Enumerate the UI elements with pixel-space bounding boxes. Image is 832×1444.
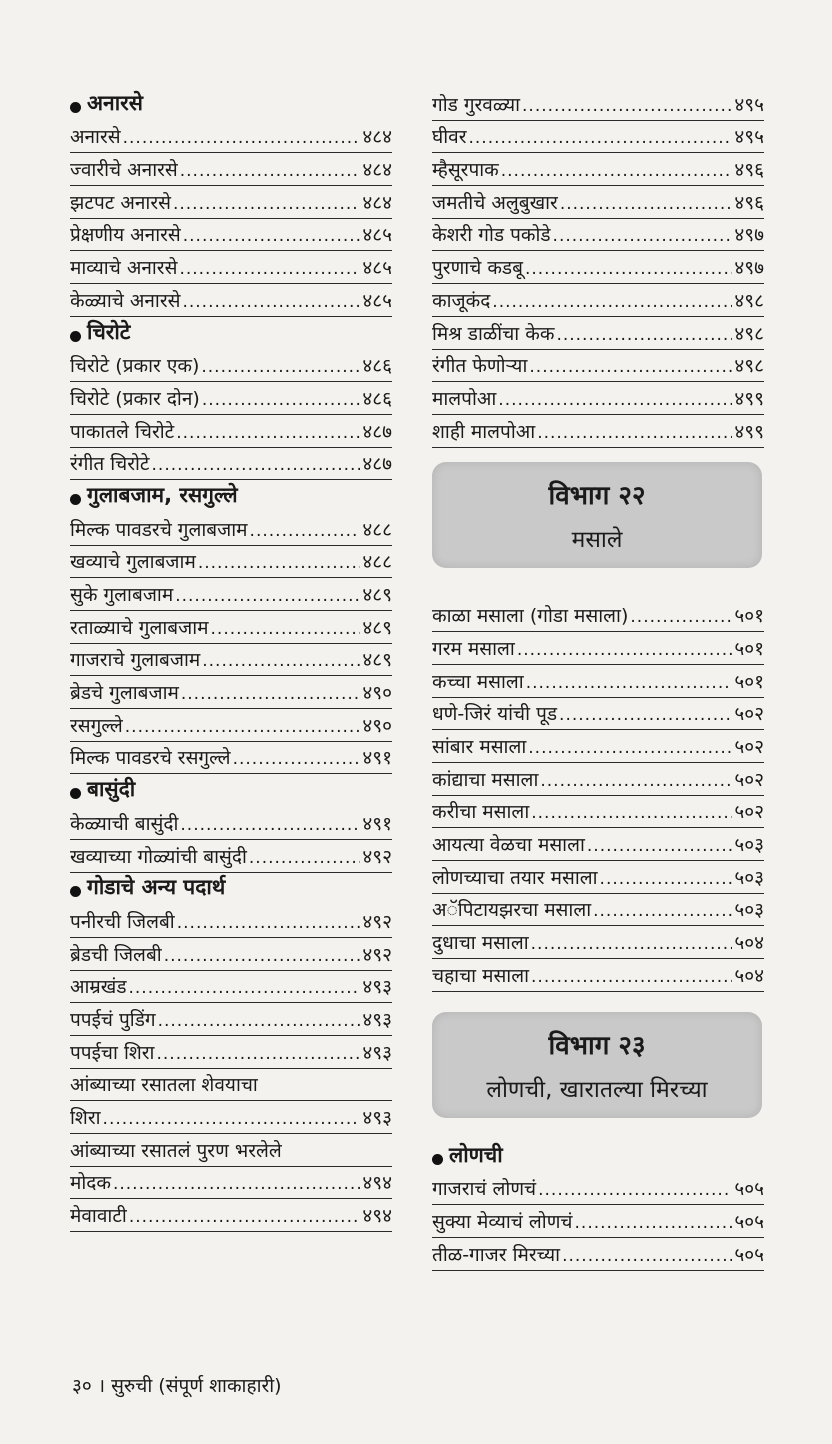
entry-page-number: ५०३ [734,899,764,922]
footer-separator: । [97,1375,106,1397]
dot-leader [528,740,732,757]
dot-leader [179,261,360,278]
toc-entry [70,415,392,448]
heading-text: गोडाचे अन्य पदार्थ [87,875,226,900]
dot-leader [233,751,361,768]
toc-entry [70,284,392,317]
entry-page-number: ५०२ [734,801,764,824]
entry-page-number: ४८५ [362,257,392,280]
dot-leader [537,425,732,442]
book-title: सुरुची (संपूर्ण शाकाहारी) [111,1375,282,1397]
dot-leader [525,261,732,278]
bullet-icon [70,494,81,505]
dot-leader [562,1248,732,1265]
toc-entry [432,730,764,763]
toc-entry [70,938,392,971]
entry-title: रसगुल्ले [70,714,123,737]
entry-page-number: ४८७ [362,453,392,476]
toc-entry [70,186,392,219]
bullet-icon [70,102,81,113]
bullet-icon [70,886,81,897]
entry-page-number: ४८९ [362,584,392,606]
entry-page-number: ४९७ [734,257,764,280]
toc-entry [70,513,392,546]
entry-page-number: ४९८ [734,355,764,378]
entry-page-number: ५०२ [734,703,764,726]
page-number: ३० [72,1375,92,1397]
entry-title: रताळ्याचे गुलाबजाम [70,616,209,639]
toc-entry [432,600,764,633]
entry-page-number: ५०३ [734,834,764,857]
toc-entry [70,742,392,775]
dot-leader [211,621,361,638]
entry-title: काळा मसाला (गोडा मसाला) [432,605,629,628]
toc-category-heading [70,873,392,906]
entry-title: सांबार मसाला [432,736,527,758]
entry-title: तीळ-गाजर मिरच्या [432,1243,561,1266]
dot-leader [522,98,732,115]
toc-entry [432,828,764,861]
entry-page-number: ४९३ [362,976,392,999]
entry-page-number: ५०१ [734,670,764,693]
entry-title: खव्याचे गुलाबजाम [70,551,196,574]
entry-page-number: ५०४ [734,932,764,955]
dot-leader [538,1182,732,1199]
entry-page-number: ५०५ [734,1210,764,1233]
dot-leader [469,130,733,147]
entry-title: कांद्याचा मसाला [432,768,539,791]
entry-title: आयत्या वेळचा मसाला [432,834,585,857]
dot-leader [182,294,360,311]
entry-title: प्रेक्षणीय अनारसे [70,224,181,247]
dot-leader [156,1046,360,1063]
entry-title: सुक्या मेव्याचं लोणचं [432,1210,573,1233]
dot-leader [559,707,732,724]
toc-entry [432,153,764,186]
entry-title: गाजराचं लोणचं [432,1178,537,1201]
dot-leader [249,850,360,867]
dot-leader [600,871,733,888]
entry-title: सुके गुलाबजाम [70,584,174,606]
toc-entry [70,807,392,840]
entry-page-number: ५०५ [734,1243,764,1266]
entry-title: खव्याच्या गोळ्यांची बासुंदी [70,845,247,868]
entry-title: आंब्याच्या रसातला शेवयाचा [70,1074,258,1097]
toc-entry [70,350,392,383]
entry-title: पुरणाचे कडबू [432,257,523,280]
entry-page-number: ४८४ [362,126,392,149]
entry-page-number: ४८५ [362,224,392,247]
entry-page-number: ५०४ [734,964,764,987]
dot-leader [202,653,360,670]
dot-leader [181,686,361,703]
toc-entry [70,1003,392,1036]
toc-category-heading [70,774,392,807]
entry-title: मिल्क पावडरचे गुलाबजाम [70,518,248,541]
entry-title: म्हैसूरपाक [432,159,499,182]
entry-title: आम्रखंड [70,976,127,999]
entry-title: आंब्याच्या रसातलं पुरण भरलेले [70,1139,282,1162]
dot-leader [173,196,360,213]
dot-leader [113,1176,360,1193]
dot-leader [492,294,732,311]
toc-entry [70,611,392,644]
toc-entry [432,1173,764,1206]
dot-leader [526,675,733,692]
dot-leader [531,805,732,822]
entry-title: पाकातले चिरोटे [70,420,175,443]
toc-entry [432,88,764,121]
entry-page-number: ४९६ [734,191,764,214]
entry-page-number: ४९० [362,682,392,705]
entry-title: शिरा [70,1107,101,1129]
dot-leader [531,969,732,986]
entry-title: गरम मसाला [432,637,515,660]
entry-title: केशरी गोड पकोडे [432,224,551,247]
entry-page-number: ४९४ [362,1205,392,1228]
toc-entry [432,121,764,154]
toc-entry [70,153,392,186]
toc-entry [70,905,392,938]
entry-title: कच्चा मसाला [432,670,524,693]
dot-leader [553,228,733,245]
toc-entry [432,926,764,959]
toc-entry [70,578,392,611]
heading-text: चिरोटे [87,319,131,344]
entry-title: अॅपिटायझरचा मसाला [432,899,592,922]
entry-title: चहाचा मसाला [432,964,530,987]
toc-category-heading [70,88,392,121]
dot-leader [498,392,732,409]
entry-page-number: ४८७ [362,420,392,443]
dot-leader [183,228,361,245]
toc-entry [432,219,764,252]
toc-entry [70,448,392,481]
entry-title: अनारसे [70,126,121,149]
entry-page-number: ४८६ [362,387,392,410]
toc-category-heading [70,480,392,513]
entry-page-number: ४८४ [362,191,392,214]
entry-page-number: ५०२ [734,736,764,758]
toc-right-column [432,88,764,1271]
toc-entry [70,1101,392,1134]
toc-entry [432,1238,764,1271]
dot-leader [175,588,360,605]
toc-entry [70,251,392,284]
entry-page-number: ४९८ [734,289,764,312]
page-footer [72,1372,282,1398]
dot-leader [540,773,732,790]
toc-entry [70,1036,392,1069]
entry-page-number: ४९५ [734,126,764,149]
entry-title: मोदक [70,1172,111,1195]
toc-entry-continued [70,1134,392,1167]
entry-title: केळ्याची बासुंदी [70,812,179,835]
toc-entry [70,840,392,873]
bullet-icon [70,331,81,342]
section-title: विभाग २३ [548,1030,646,1061]
toc-entry [432,415,764,448]
entry-title: मालपोआ [432,387,497,410]
entry-title: मिल्क पावडरचे रसगुल्ले [70,747,231,770]
entry-page-number: ४९२ [362,943,392,966]
toc-entry [70,1199,392,1232]
dot-leader [103,1111,361,1128]
toc-entry [70,676,392,709]
heading-text: लोणची [449,1142,503,1167]
toc-entry [70,644,392,677]
entry-title: पपईचा शिरा [70,1041,155,1064]
toc-entry [70,382,392,415]
toc-entry [432,665,764,698]
entry-title: माव्याचे अनारसे [70,257,178,280]
entry-page-number: ४८८ [362,551,392,574]
toc-category-heading [70,317,392,350]
dot-leader [158,1013,361,1030]
dot-leader [152,457,361,474]
entry-title: झटपट अनारसे [70,191,171,214]
dot-leader [176,425,360,442]
dot-leader [198,555,361,572]
entry-title: रंगीत फेणोऱ्या [432,355,528,378]
entry-title: केळ्याचे अनारसे [70,289,181,312]
bullet-icon [432,1154,443,1165]
section-banner [432,462,762,568]
toc-entry [70,971,392,1004]
toc-entry [432,284,764,317]
heading-text: गुलाबजाम, रसगुल्ले [87,482,238,507]
entry-page-number: ४९१ [362,812,392,835]
toc-entry [432,632,764,665]
entry-title: जमतीचे अलुबुखार [432,191,558,214]
entry-title: करीचा मसाला [432,801,530,824]
toc-entry [432,894,764,927]
toc-entry [432,796,764,829]
bullet-icon [70,788,81,799]
dot-leader [201,359,360,376]
entry-page-number: ४९५ [734,93,764,116]
entry-page-number: ४९२ [362,845,392,868]
entry-page-number: ४८९ [362,649,392,672]
entry-page-number: ४९९ [734,387,764,410]
dot-leader [250,523,361,540]
toc-entry [432,861,764,894]
dot-leader [575,1215,733,1232]
toc-entry [70,1167,392,1200]
dot-leader [529,359,732,376]
entry-title: गोड गुरवळ्या [432,93,521,116]
entry-title: ब्रेडचे गुलाबजाम [70,682,179,705]
toc-entry [432,317,764,350]
entry-page-number: ५०२ [734,768,764,791]
entry-title: लोणच्याचा तयार मसाला [432,866,598,889]
entry-title: रंगीत चिरोटे [70,453,150,476]
toc-entry [70,546,392,579]
dot-leader [593,903,732,920]
toc-entry [70,121,392,154]
entry-page-number: ५०१ [734,637,764,660]
toc-entry [432,382,764,415]
heading-text: बासुंदी [87,777,136,802]
section-subtitle: मसाले [571,526,623,553]
dot-leader [180,817,360,834]
dot-leader [630,609,732,626]
entry-title: ब्रेडची जिलबी [70,943,162,966]
entry-title: पपईचं पुडिंग [70,1008,156,1031]
entry-title: मिश्र डाळींचा केक [432,322,555,345]
entry-page-number: ४८४ [362,159,392,182]
section-subtitle: लोणची, खारातल्या मिरच्या [486,1076,708,1103]
toc-entry [432,763,764,796]
toc-category-heading [432,1140,764,1173]
entry-page-number: ४९७ [734,224,764,247]
toc-left-column [70,88,392,1232]
dot-leader [180,163,361,180]
entry-title: चिरोटे (प्रकार दोन) [70,387,200,410]
entry-title: दुधाचा मसाला [432,932,529,955]
dot-leader [125,719,361,736]
entry-title: गाजराचे गुलाबजाम [70,649,201,672]
entry-title: मेवावाटी [70,1205,127,1228]
toc-entry [432,186,764,219]
section-title: विभाग २२ [548,480,646,511]
entry-title: धणे-जिरं यांची पूड [432,703,558,726]
entry-title: काजूकंद [432,289,491,312]
entry-page-number: ४९८ [734,322,764,345]
entry-title: चिरोटे (प्रकार एक) [70,355,200,378]
entry-page-number: ४९२ [362,910,392,933]
entry-page-number: ४९० [362,714,392,737]
dot-leader [517,642,733,659]
entry-title: पनीरची जिलबी [70,910,175,933]
dot-leader [587,838,732,855]
dot-leader [129,1209,361,1226]
entry-page-number: ५०३ [734,866,764,889]
dot-leader [177,915,361,932]
dot-leader [501,163,733,180]
entry-page-number: ४९३ [362,1107,392,1129]
entry-page-number: ४८८ [362,518,392,541]
toc-entry [432,251,764,284]
entry-title: ज्वारीचे अनारसे [70,159,178,182]
dot-leader [560,196,733,213]
entry-page-number: ४९३ [362,1041,392,1064]
toc-entry [432,959,764,992]
entry-page-number: ४८५ [362,289,392,312]
toc-entry [70,219,392,252]
entry-page-number: ४९६ [734,159,764,182]
dot-leader [123,130,361,147]
dot-leader [202,392,361,409]
entry-title: शाही मालपोआ [432,420,536,443]
entry-page-number: ४९३ [362,1008,392,1031]
heading-text: अनारसे [87,90,143,115]
dot-leader [129,980,361,997]
entry-page-number: ४९१ [362,747,392,770]
dot-leader [531,936,733,953]
toc-entry-continued [70,1069,392,1102]
toc-entry [432,350,764,383]
entry-title: घीवर [432,126,467,149]
entry-page-number: ५०१ [734,605,764,628]
entry-page-number: ५०५ [734,1178,764,1201]
section-banner [432,1012,762,1118]
toc-entry [432,698,764,731]
dot-leader [164,948,361,965]
entry-page-number: ४९४ [362,1172,392,1195]
toc-entry [432,1205,764,1238]
toc-entry [70,709,392,742]
entry-page-number: ४८६ [362,355,392,378]
entry-page-number: ४९९ [734,420,764,443]
entry-page-number: ४८९ [362,616,392,639]
dot-leader [556,327,732,344]
